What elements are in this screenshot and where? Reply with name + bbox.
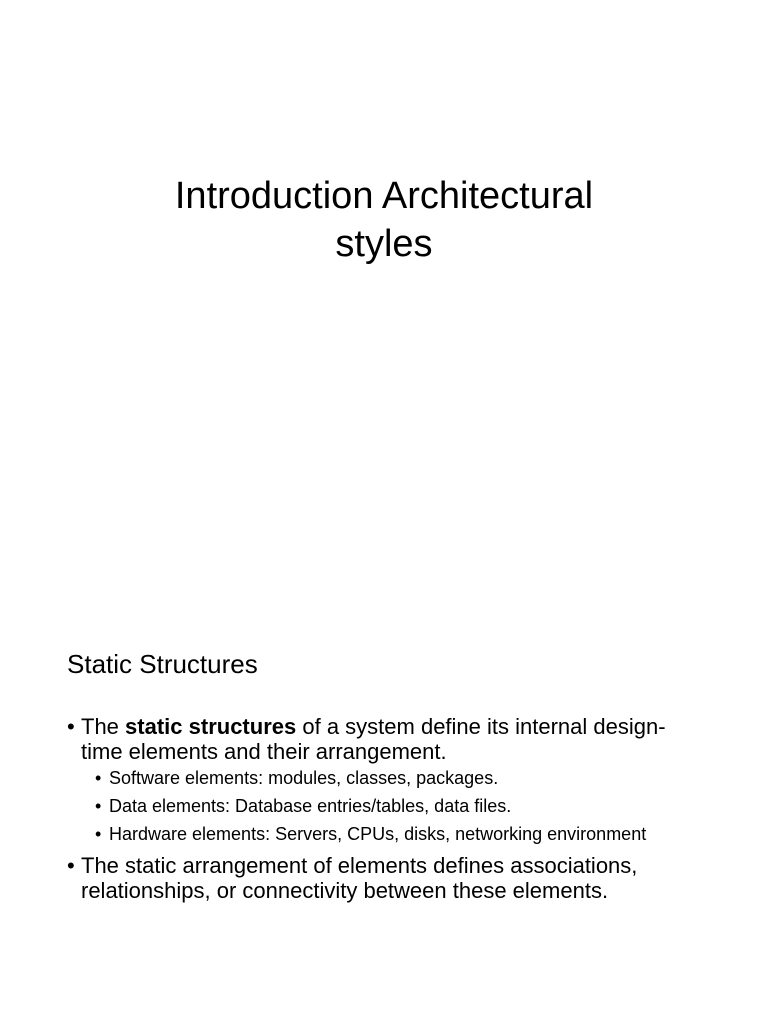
bullet-item <box>67 714 707 764</box>
bullet-text-bold: static structures <box>125 714 297 739</box>
bullet-text <box>81 714 666 764</box>
slide-title <box>70 172 698 268</box>
slide-heading: Static Structures <box>67 649 258 679</box>
sub-bullet-icon: • <box>95 824 102 844</box>
sub-bullet-icon: • <box>95 768 102 788</box>
sub-bullet-list <box>67 768 707 845</box>
sub-bullet-icon: • <box>95 796 102 816</box>
sub-bullet-item <box>95 768 707 789</box>
sub-bullet-text: Hardware elements: Servers, CPUs, disks, networking environment <box>109 824 647 844</box>
bullet-icon: • <box>67 714 75 739</box>
sub-bullet-item <box>95 824 707 845</box>
slide-title-line-2: styles <box>335 223 433 265</box>
bullet-list <box>67 714 707 903</box>
content-slide <box>0 512 768 1024</box>
bullet-text-suffix: of a system define its internal design-time elements and their arrangement. <box>81 714 666 764</box>
bullet-text-prefix: The <box>81 714 119 739</box>
sub-bullet-text: Software elements: modules, classes, packages. <box>109 768 499 788</box>
bullet-item <box>67 853 707 903</box>
slide-title-line-1: Introduction Architectural <box>174 175 594 217</box>
bullet-text: The static arrangement of elements defines associations, relationships, or connectivity between these elements. <box>81 853 638 903</box>
sub-bullet-item <box>95 796 707 817</box>
sub-bullet-text: Data elements: Database entries/tables, data files. <box>109 796 512 816</box>
bullet-icon: • <box>67 853 75 878</box>
